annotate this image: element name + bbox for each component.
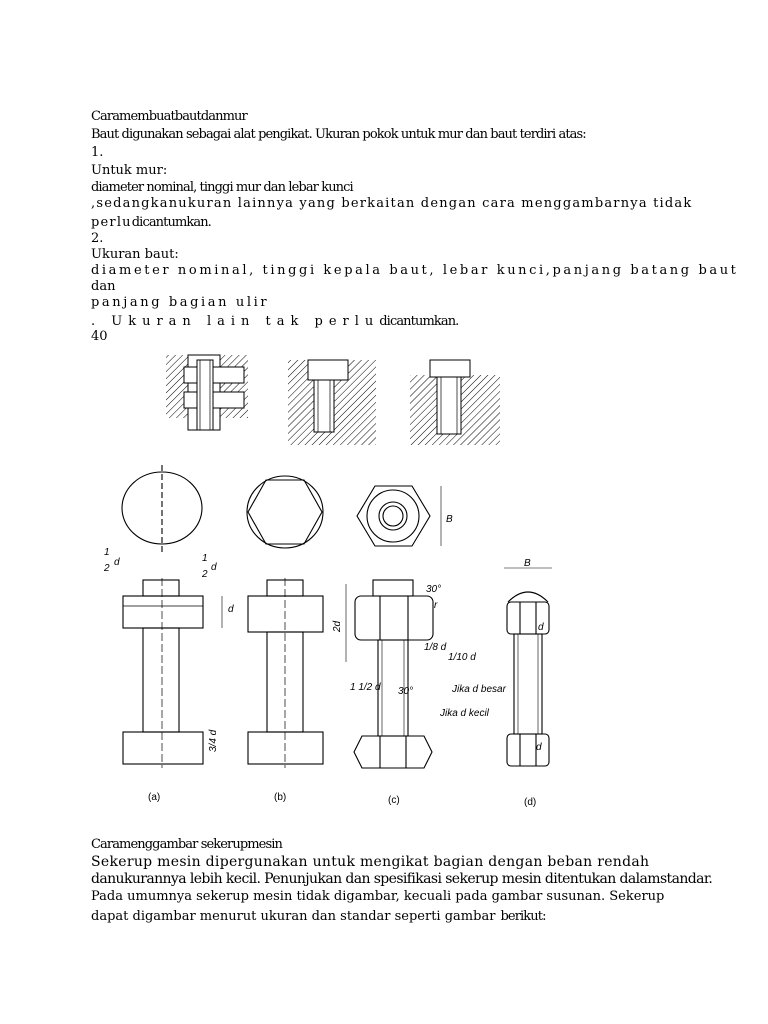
intro-text: Baut digunakan sebagai alat pengikat. Ukuran pokok untuk mur dan baut terdiri atas:: [91, 127, 586, 142]
dim-label: Jika d besar: [452, 684, 506, 695]
dim-label: 2: [104, 563, 110, 574]
caption-b: (b): [274, 792, 287, 803]
dim-label: 2d: [332, 620, 343, 632]
body-line: panjang bagian ulir: [91, 295, 270, 310]
dim-label: 30°: [426, 584, 442, 595]
dim-label: 1: [104, 547, 110, 558]
dim-label: d: [538, 622, 544, 633]
body-line: danukurannya lebih kecil. Penunjukan dan spesifikasi sekerup mesin ditentukan dalamstandar.: [91, 871, 713, 887]
section-title: Caramenggambar sekerupmesin: [91, 837, 282, 852]
dim-label: 1: [202, 553, 208, 564]
dim-label: 3/4 d: [208, 729, 219, 752]
body-line: Pada umumnya sekerup mesin tidak digambar, kecuali pada gambar susunan. Sekerup: [91, 889, 665, 904]
dim-label: B: [446, 514, 453, 525]
item-heading: Ukuran baut:: [91, 247, 179, 262]
bolt-view-d: [504, 568, 552, 766]
dim-label: 1 1/2 d: [350, 682, 381, 693]
dim-label: B: [524, 558, 531, 569]
dim-label: d: [536, 742, 542, 753]
body-fragment: perlu: [91, 215, 132, 230]
dim-label: r: [434, 600, 438, 611]
body-fragment: dicantumkan.: [131, 215, 211, 230]
body-fragment: berikut:: [500, 909, 546, 924]
caption-d: (d): [524, 797, 537, 808]
body-line: diameter nominal, tinggi kepala baut, lebar kunci,panjang batang baut: [91, 263, 739, 278]
item-heading: Untuk mur:: [91, 163, 168, 178]
body-fragment: . Ukuran lain tak perlu: [91, 314, 380, 329]
assembly-section-2: [288, 360, 376, 445]
body-line: dan: [91, 279, 116, 294]
caption-a: (a): [148, 792, 161, 803]
assembly-section-3: [410, 360, 500, 445]
body-fragment: dicantumkan.: [379, 314, 459, 329]
body-line: Sekerup mesin dipergunakan untuk mengikat bagian dengan beban rendah: [91, 854, 650, 870]
body-line: ,sedangkanukuran lainnya yang berkaitan dengan cara menggambarnya tidak: [91, 196, 693, 211]
body-line: diameter nominal, tinggi mur dan lebar kunci: [91, 180, 353, 195]
body-fragment: dapat digambar menurut ukuran dan standar seperti gambar: [91, 909, 496, 924]
dim-label: 2: [202, 569, 208, 580]
dim-label: d: [211, 562, 217, 573]
bolt-view-a: [122, 465, 203, 768]
section-title: Caramembuatbautdanmur: [91, 109, 247, 124]
dim-label: 1/8 d: [424, 642, 447, 653]
bolt-view-c: [346, 486, 441, 768]
item-number: 2.: [91, 231, 104, 246]
assembly-section-1: [166, 355, 248, 430]
dim-label: 1/10 d: [448, 652, 476, 663]
body-line: [91, 907, 546, 923]
dim-label: 30°: [398, 686, 414, 697]
item-number: 1.: [91, 145, 104, 160]
dim-label: d: [114, 557, 120, 568]
dim-label: d: [228, 604, 234, 615]
bolt-view-b: [247, 476, 323, 768]
caption-c: (c): [388, 795, 400, 806]
dim-label: Jika d kecil: [440, 708, 489, 719]
page-number: 40: [91, 329, 108, 344]
